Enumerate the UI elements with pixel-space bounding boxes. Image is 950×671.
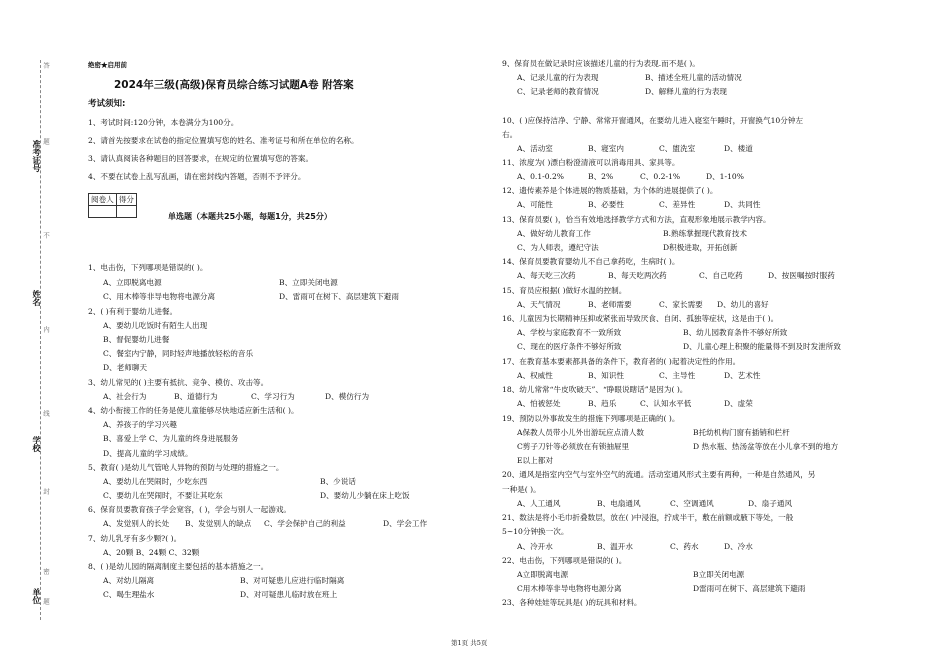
- question-2: 2、( )有利于婴幼儿进餐。: [88, 307, 178, 316]
- option-d: D、冷水: [724, 542, 753, 551]
- exam-id-label: 准考证号: [32, 140, 41, 172]
- section-title: 单选题（本题共25小题，每题1分，共25分）: [168, 212, 332, 221]
- option-a: A、社会行为: [103, 392, 147, 401]
- option-d: D、学会工作: [383, 519, 428, 528]
- option-a: A立即脱离电源: [517, 570, 569, 579]
- question-11: 11、浓度为( )漂白粉澄清液可以消毒用具、家具等。: [502, 158, 680, 167]
- option-d: D、艺术性: [724, 371, 761, 380]
- notice-item: 2、请首先按要求在试卷的指定位置填写您的姓名、准考证号和所在单位的名称。: [88, 136, 359, 145]
- question-23: 23、各种娃娃等玩具是( )的玩具和材料。: [502, 598, 642, 607]
- option-b: B、温开水: [597, 542, 633, 551]
- option-a: A、养孩子的学习兴趣: [103, 420, 177, 429]
- option-d: D、1-10%: [706, 172, 744, 181]
- option-d: D、虚荣: [724, 399, 753, 408]
- seal-char: 题: [42, 598, 50, 605]
- option-d: D、提高儿童的学习成绩。: [103, 449, 193, 458]
- score-label: 得分: [116, 194, 136, 206]
- option-c: C、餐室内宁静，同时轻声地播放轻松的音乐: [103, 349, 254, 358]
- page-number: 第1页 共5页: [451, 639, 488, 647]
- seal-char: 内: [42, 326, 50, 333]
- option-a: A、立即脱离电源: [103, 278, 162, 287]
- grader-cell[interactable]: [89, 206, 117, 218]
- question-20-cont: 一种是( )。: [502, 485, 541, 494]
- option-d: D、幼儿的喜好: [717, 300, 769, 309]
- option-d: D雷雨可在树下、高层建筑下避雨: [693, 584, 806, 593]
- option-a: A、要幼儿吃饭时有陌生人出现: [103, 321, 208, 330]
- option-b: B托幼机构门窗有插销和栏杆: [693, 428, 790, 437]
- question-22: 22、电击伤，下列哪项是错误的( )。: [502, 556, 627, 565]
- option-d: D、解释儿童的行为表现: [645, 87, 728, 96]
- option-d: D、要幼儿少躺在床上吃饭: [320, 491, 410, 500]
- question-12: 12、遗传素养是个体进展的物质基础，为个体的进展提供了( )。: [502, 186, 718, 195]
- option-d: D、儿童心理上积聚的能量得不到及时发泄所致: [683, 342, 841, 351]
- page-title: 2024年三级(高级)保育员综合练习试题A卷 附答案: [114, 79, 354, 91]
- confidential-mark: 绝密★启用前: [88, 61, 127, 69]
- option-a: A、每天吃三次药: [517, 271, 576, 280]
- option-c: C、认知水平低: [640, 399, 692, 408]
- option-c: C、学习行为: [251, 392, 295, 401]
- option-c: C、要幼儿在哭闹时，不要让其吃东: [103, 491, 223, 500]
- option-c: C、自己吃药: [699, 271, 743, 280]
- option-b: B、督促婴幼儿进餐: [103, 335, 170, 344]
- question-21-cont: 5~10分钟换一次。: [502, 527, 569, 536]
- option-a: A、要幼儿在哭闹时，少吃东西: [103, 477, 208, 486]
- option-b: B、幼儿园教育条件不够好所致: [683, 328, 788, 337]
- seal-char: 题: [42, 138, 50, 145]
- option-b: B、每天吃两次药: [608, 271, 667, 280]
- option-c: C剪子刀针等必须放在有锁抽屉里: [517, 442, 630, 451]
- question-1: 1、电击伤，下列哪项是错误的( )。: [88, 263, 208, 272]
- option-b: B、描述全班儿童的活动情况: [645, 73, 742, 82]
- option-c: C、记录老师的教育情况: [517, 87, 599, 96]
- option-a: A保教人员带小儿外出游玩应点清人数: [517, 428, 644, 437]
- option-a: A、发觉别人的长处: [103, 519, 170, 528]
- question-7: 7、幼儿乳牙有多少颗?( )。: [88, 534, 182, 543]
- option-c: C、主导性: [659, 371, 696, 380]
- option-c: C、喝生理盐水: [103, 590, 155, 599]
- question-16: 16、儿童因为长期精神压抑或紧张而导致厌食、自闭、孤独等症状，这是由于( )。: [502, 314, 779, 323]
- option-c: C、为人师表，遵纪守法: [517, 243, 599, 252]
- option-c: C、家长需要: [659, 300, 703, 309]
- question-15: 15、育员应根据( )做好水温的控制。: [502, 286, 627, 295]
- seal-char: 密: [42, 568, 50, 575]
- option-b: B、对可疑患儿应进行临时隔离: [240, 576, 345, 585]
- option-d: D、对可疑患儿临时放在班上: [240, 590, 338, 599]
- option-b: B、立即关闭电源: [279, 278, 338, 287]
- option-c: C用木棒等非导电物将电源分离: [517, 584, 622, 593]
- question-4: 4、幼小衔接工作的任务是使儿童能够尽快地适应新生活和( )。: [88, 406, 299, 415]
- option-b: B、寝室内: [588, 144, 624, 153]
- grader-label: 阅卷人: [89, 194, 117, 206]
- question-3: 3、幼儿常见的( )主要有抵抗、竞争、模仿、攻击等。: [88, 378, 269, 387]
- unit-label: 单位: [32, 588, 41, 604]
- option-d: D积极进取，开拓创新: [663, 243, 738, 252]
- option-d: D、按医嘱按时服药: [768, 271, 835, 280]
- option-d: D 热水瓶、热汤盆等放在小儿拿不到的地方: [693, 442, 839, 451]
- notice-title: 考试须知:: [88, 99, 126, 109]
- seal-char: 答: [42, 62, 50, 69]
- option-a: A、天气情况: [517, 300, 561, 309]
- score-cell[interactable]: [116, 206, 136, 218]
- option-a: A、记录儿童的行为表现: [517, 73, 599, 82]
- question-20: 20、通风是指室内空气与室外空气的流通。活动室通风形式主要有两种，一种是自然通风，另: [502, 470, 816, 479]
- name-label: 姓名: [32, 290, 41, 306]
- question-18: 18、幼儿常常“牛皮吹破天”、“睁眼说瞎话”是因为( )。: [502, 385, 688, 394]
- question-19: 19、预防以外事故发生的措施下列哪项是正确的( )。: [502, 414, 680, 423]
- option-c: C、学会保护自己的利益: [264, 519, 346, 528]
- option-a: A、0.1-0.2%: [517, 172, 565, 181]
- question-8: 8、( )是幼儿园的隔离制度主要包括的基本措施之一。: [88, 562, 269, 571]
- question-6: 6、保育员要教育孩子学会宽容，( )，学会与别人一起游戏。: [88, 505, 292, 514]
- option-a: A、活动室: [517, 144, 553, 153]
- question-17: 17、在教育基本要素都具备的条件下，教育者的( )起着决定性的作用。: [502, 357, 741, 366]
- notice-item: 4、不要在试卷上乱写乱画，请在密封线内答题，否则不予评分。: [88, 172, 306, 181]
- option-b: B、少说话: [320, 477, 356, 486]
- option-b: B、老师需要: [588, 300, 632, 309]
- option-a: A、对幼儿隔离: [103, 576, 155, 585]
- option-b: B.熟练掌握现代教育技术: [663, 229, 747, 238]
- option-c: C、药水: [670, 542, 699, 551]
- notice-item: 3、请认真阅读各种题目的回答要求，在规定的位置填写您的答案。: [88, 154, 314, 163]
- option-b: B、知识性: [588, 371, 624, 380]
- question-14: 14、保育员要教育婴幼儿不自己拿药吃，生病时( )。: [502, 257, 680, 266]
- option-b: B立即关闭电源: [693, 570, 745, 579]
- option-a: A、权威性: [517, 371, 553, 380]
- option-c: C、现在的医疗条件不够好所致: [517, 342, 622, 351]
- option-b: B、道德行为: [174, 392, 218, 401]
- question-13: 13、保育员要( )，恰当有效地选择教学方式和方法，直观形象地展示教学内容。: [502, 215, 771, 224]
- option-d: D、共同性: [724, 200, 761, 209]
- option-c: C、0.2-1%: [640, 172, 681, 181]
- seal-char: 不: [42, 232, 50, 239]
- school-label: 学校: [32, 436, 41, 452]
- option-b: B、电扇通风: [597, 499, 641, 508]
- option-c: C、用木棒等非导电物将电源分离: [103, 292, 216, 301]
- option-a: A、做好幼儿教育工作: [517, 229, 591, 238]
- option-a: A、怕被惩处: [517, 399, 561, 408]
- option-c: C、空调通风: [670, 499, 714, 508]
- grader-box: [88, 193, 137, 218]
- seal-char: 封: [42, 488, 50, 495]
- option-d: D、模仿行为: [325, 392, 370, 401]
- option-d: D、楼道: [724, 144, 753, 153]
- question-10-cont: 右。: [502, 130, 518, 139]
- question-10: 10、( )应保持洁净、宁静、常常开窗通风，在要幼儿进入寝室午睡时，开窗换气10分钟左: [502, 116, 804, 125]
- notice-item: 1、考试时间:120分钟，本卷满分为100分。: [88, 118, 239, 127]
- option-c: C、盥洗室: [659, 144, 696, 153]
- option-bc: B、喜爱上学 C、为儿童的终身进展服务: [103, 434, 239, 443]
- question-9: 9、保育员在做记录时应该描述儿童的行为表现.而不是( )。: [502, 59, 700, 68]
- option-d: D、雷雨可在树下、高层建筑下避雨: [279, 292, 399, 301]
- option-a: A、人工通风: [517, 499, 561, 508]
- option-a: A、学校与家庭教育不一致所致: [517, 328, 622, 337]
- option-b: B、2%: [588, 172, 614, 181]
- option-a: A、可能性: [517, 200, 553, 209]
- seal-char: 线: [42, 410, 50, 417]
- option-d: D、扇子通风: [748, 499, 793, 508]
- options-abc: A、20颗 B、24颗 C、32颗: [103, 548, 200, 557]
- option-d: D、老师聊天: [103, 363, 148, 372]
- option-b: B、趋乐: [588, 399, 617, 408]
- option-c: C、差异性: [659, 200, 696, 209]
- option-e: E以上都对: [517, 456, 553, 465]
- option-a: A、冷开水: [517, 542, 553, 551]
- question-5: 5、教育( )是幼儿气管呛人异物的预防与处理的措施之一。: [88, 463, 284, 472]
- option-b: B、发觉别人的缺点: [185, 519, 252, 528]
- option-b: B、必要性: [588, 200, 624, 209]
- question-21: 21、数法是将小毛巾折叠数层，放在( )中浸泡，拧成半干，敷在前额或腋下等处，一般: [502, 513, 794, 522]
